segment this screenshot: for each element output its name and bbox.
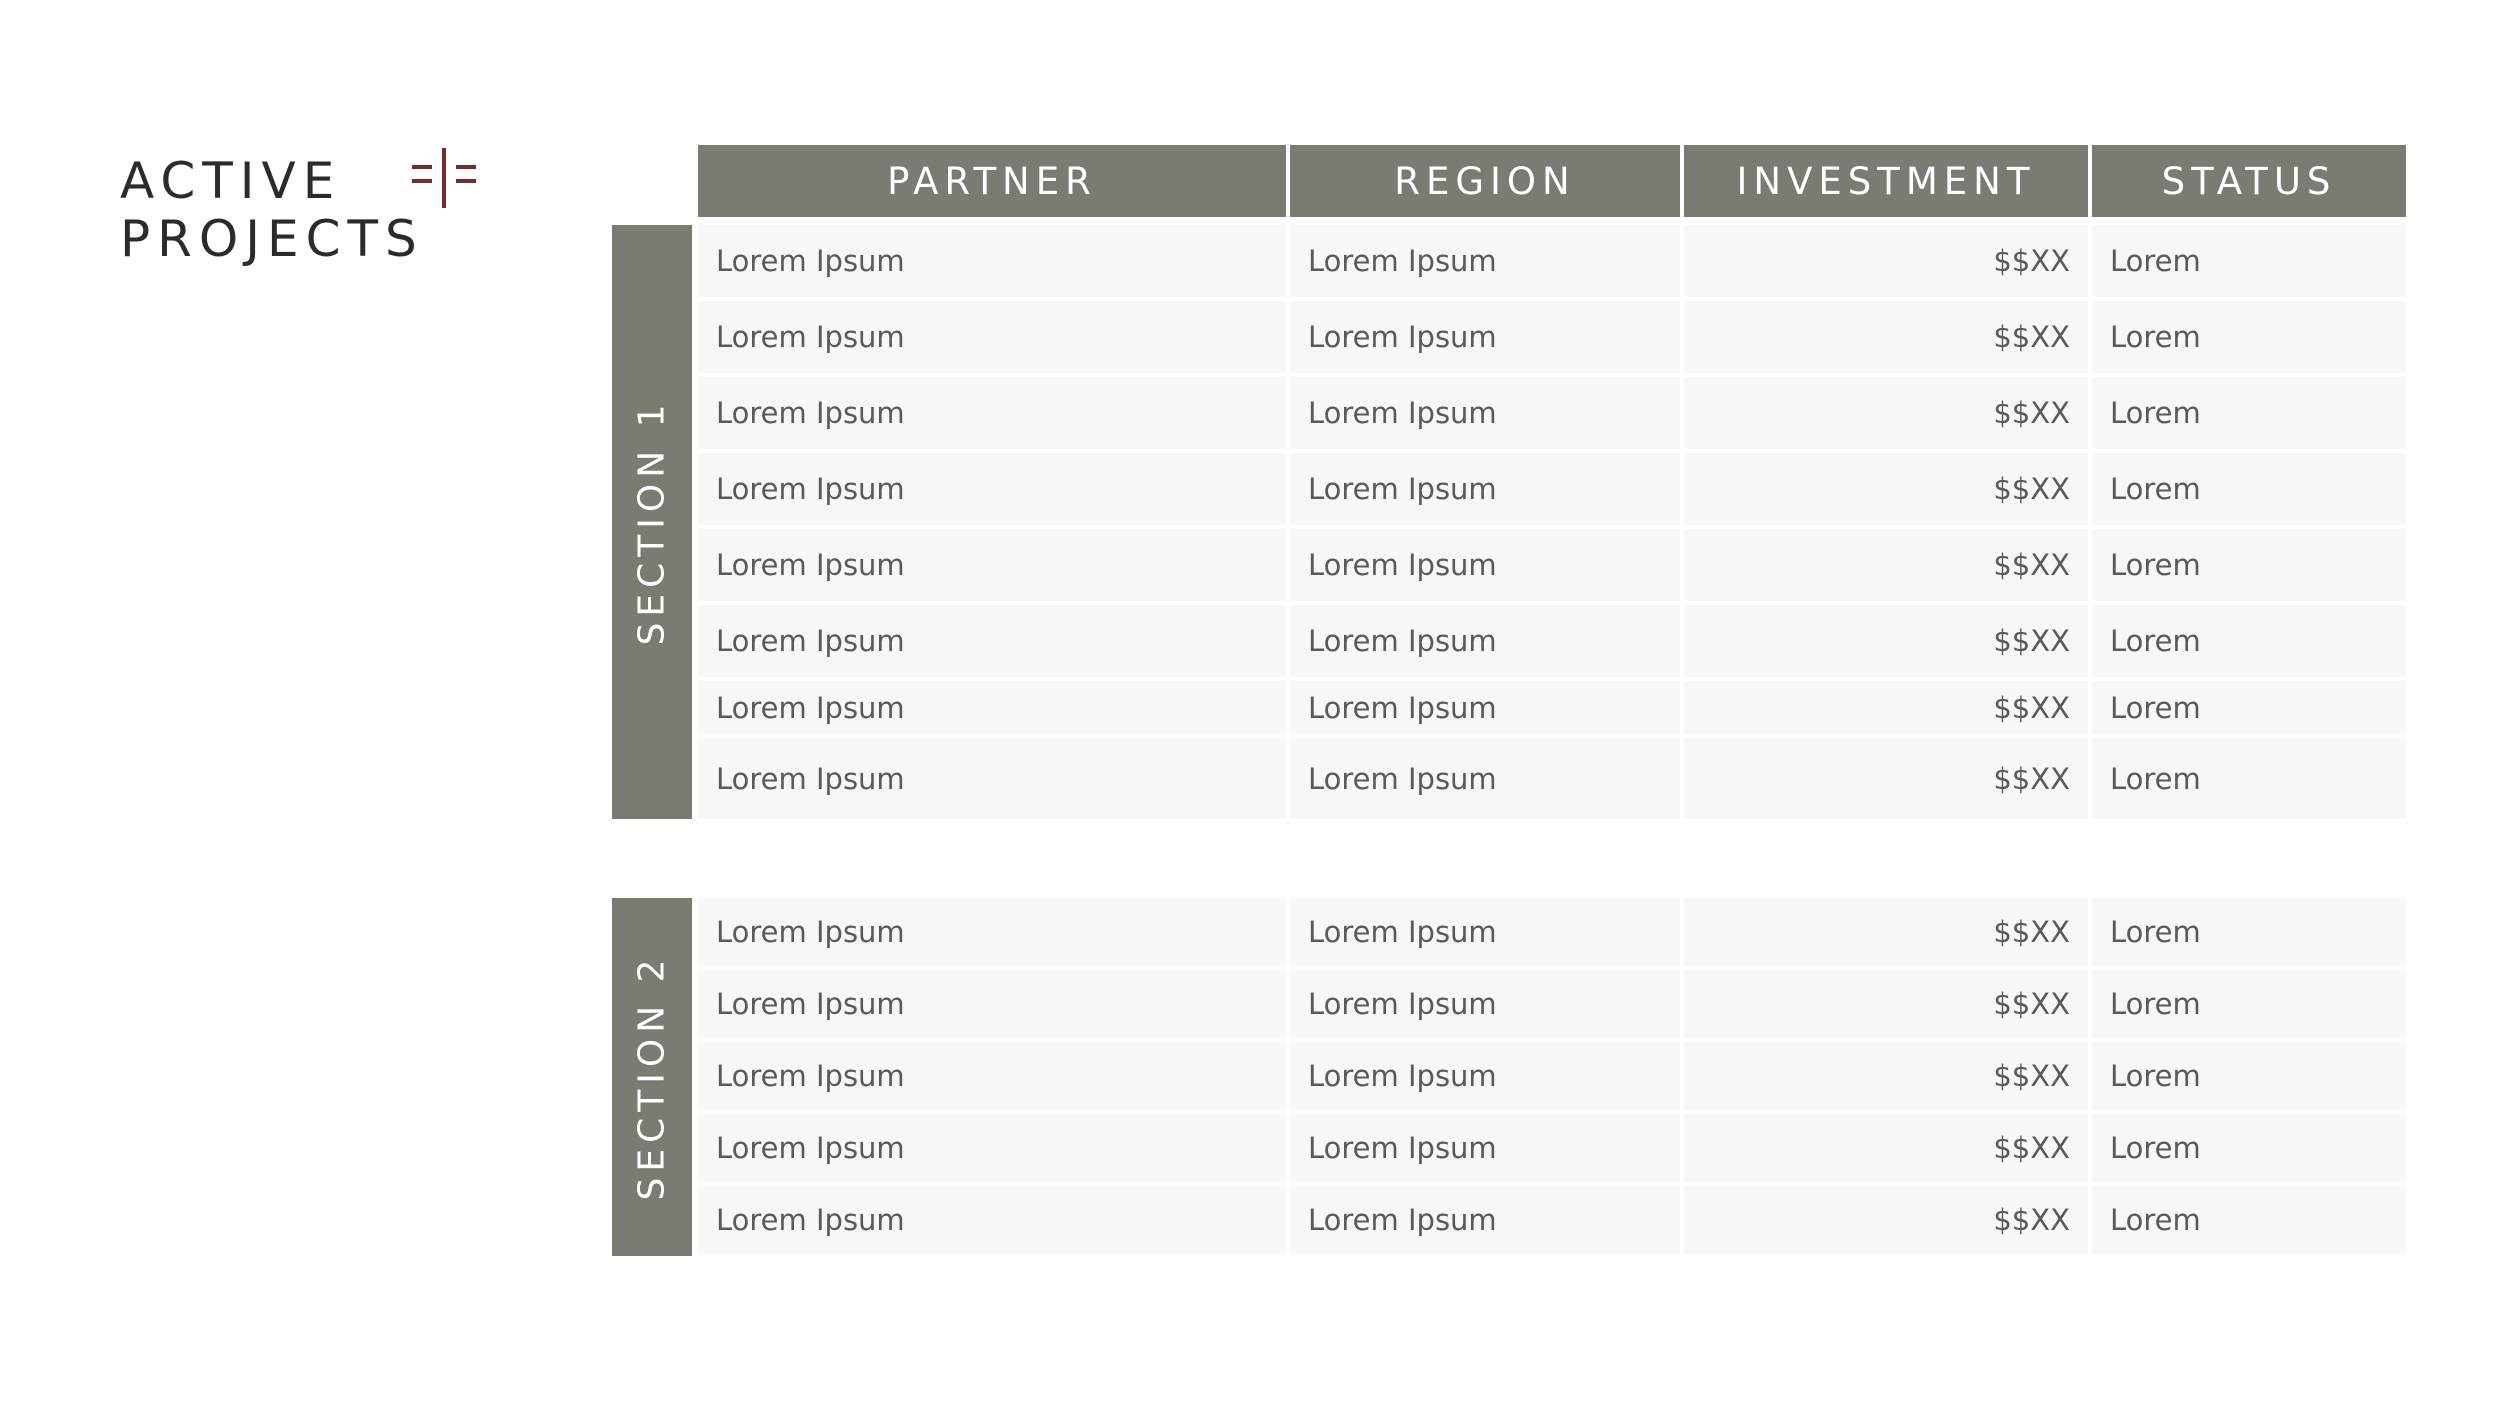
section-label-bar <box>612 225 692 819</box>
section-rows <box>698 225 2406 823</box>
column-header-investment: INVESTMENT <box>1684 145 2088 217</box>
cell-region: Lorem Ipsum <box>1290 301 1680 373</box>
cell-region: Lorem Ipsum <box>1290 681 1680 734</box>
table-row <box>698 681 2406 734</box>
page-title-line-1: ACTIVE <box>120 152 342 210</box>
cell-status: Lorem <box>2092 970 2406 1038</box>
table-row <box>698 529 2406 601</box>
cell-region: Lorem Ipsum <box>1290 1114 1680 1182</box>
cell-investment: $$XX <box>1684 681 2088 734</box>
table-row <box>698 898 2406 966</box>
cell-status: Lorem <box>2092 1042 2406 1110</box>
cell-investment: $$XX <box>1684 738 2088 819</box>
table-header <box>698 145 2406 217</box>
table-row <box>698 1042 2406 1110</box>
cell-status: Lorem <box>2092 301 2406 373</box>
section-label: SECTION 1 <box>631 398 673 646</box>
cell-investment: $$XX <box>1684 1114 2088 1182</box>
table-row <box>698 970 2406 1038</box>
table-section-1 <box>612 225 2406 819</box>
cell-investment: $$XX <box>1684 453 2088 525</box>
page-title <box>120 152 424 268</box>
cell-investment: $$XX <box>1684 301 2088 373</box>
table-row <box>698 301 2406 373</box>
cell-investment: $$XX <box>1684 970 2088 1038</box>
section-label-bar <box>612 898 692 1256</box>
cell-partner: Lorem Ipsum <box>698 738 1286 819</box>
table-row <box>698 377 2406 449</box>
cell-partner: Lorem Ipsum <box>698 605 1286 677</box>
cell-investment: $$XX <box>1684 225 2088 297</box>
cell-region: Lorem Ipsum <box>1290 453 1680 525</box>
cell-investment: $$XX <box>1684 1186 2088 1254</box>
cell-region: Lorem Ipsum <box>1290 738 1680 819</box>
column-header-status: STATUS <box>2092 145 2406 217</box>
column-header-partner: PARTNER <box>698 145 1286 217</box>
table-row <box>698 1186 2406 1254</box>
cell-status: Lorem <box>2092 1114 2406 1182</box>
cell-investment: $$XX <box>1684 1042 2088 1110</box>
cell-status: Lorem <box>2092 898 2406 966</box>
cell-investment: $$XX <box>1684 377 2088 449</box>
cell-investment: $$XX <box>1684 898 2088 966</box>
table-row <box>698 1114 2406 1182</box>
cell-partner: Lorem Ipsum <box>698 681 1286 734</box>
cell-partner: Lorem Ipsum <box>698 1114 1286 1182</box>
cell-region: Lorem Ipsum <box>1290 377 1680 449</box>
cell-region: Lorem Ipsum <box>1290 898 1680 966</box>
cell-status: Lorem <box>2092 529 2406 601</box>
table-section-2 <box>612 898 2406 1256</box>
double-bar-logo-icon <box>412 148 482 208</box>
cell-region: Lorem Ipsum <box>1290 529 1680 601</box>
table-row <box>698 605 2406 677</box>
cell-status: Lorem <box>2092 377 2406 449</box>
column-header-region: REGION <box>1290 145 1680 217</box>
table-row <box>698 453 2406 525</box>
section-label: SECTION 2 <box>631 953 673 1201</box>
cell-status: Lorem <box>2092 681 2406 734</box>
cell-status: Lorem <box>2092 225 2406 297</box>
cell-region: Lorem Ipsum <box>1290 970 1680 1038</box>
cell-partner: Lorem Ipsum <box>698 529 1286 601</box>
cell-partner: Lorem Ipsum <box>698 377 1286 449</box>
table-row <box>698 225 2406 297</box>
cell-partner: Lorem Ipsum <box>698 453 1286 525</box>
cell-partner: Lorem Ipsum <box>698 970 1286 1038</box>
cell-region: Lorem Ipsum <box>1290 1042 1680 1110</box>
section-rows <box>698 898 2406 1258</box>
cell-status: Lorem <box>2092 738 2406 819</box>
table-row <box>698 738 2406 819</box>
cell-region: Lorem Ipsum <box>1290 1186 1680 1254</box>
cell-partner: Lorem Ipsum <box>698 898 1286 966</box>
cell-partner: Lorem Ipsum <box>698 225 1286 297</box>
cell-region: Lorem Ipsum <box>1290 605 1680 677</box>
cell-investment: $$XX <box>1684 605 2088 677</box>
cell-status: Lorem <box>2092 605 2406 677</box>
cell-investment: $$XX <box>1684 529 2088 601</box>
cell-partner: Lorem Ipsum <box>698 301 1286 373</box>
cell-status: Lorem <box>2092 453 2406 525</box>
cell-region: Lorem Ipsum <box>1290 225 1680 297</box>
page-title-line-2: PROJECTS <box>120 210 424 268</box>
cell-partner: Lorem Ipsum <box>698 1186 1286 1254</box>
cell-status: Lorem <box>2092 1186 2406 1254</box>
cell-partner: Lorem Ipsum <box>698 1042 1286 1110</box>
